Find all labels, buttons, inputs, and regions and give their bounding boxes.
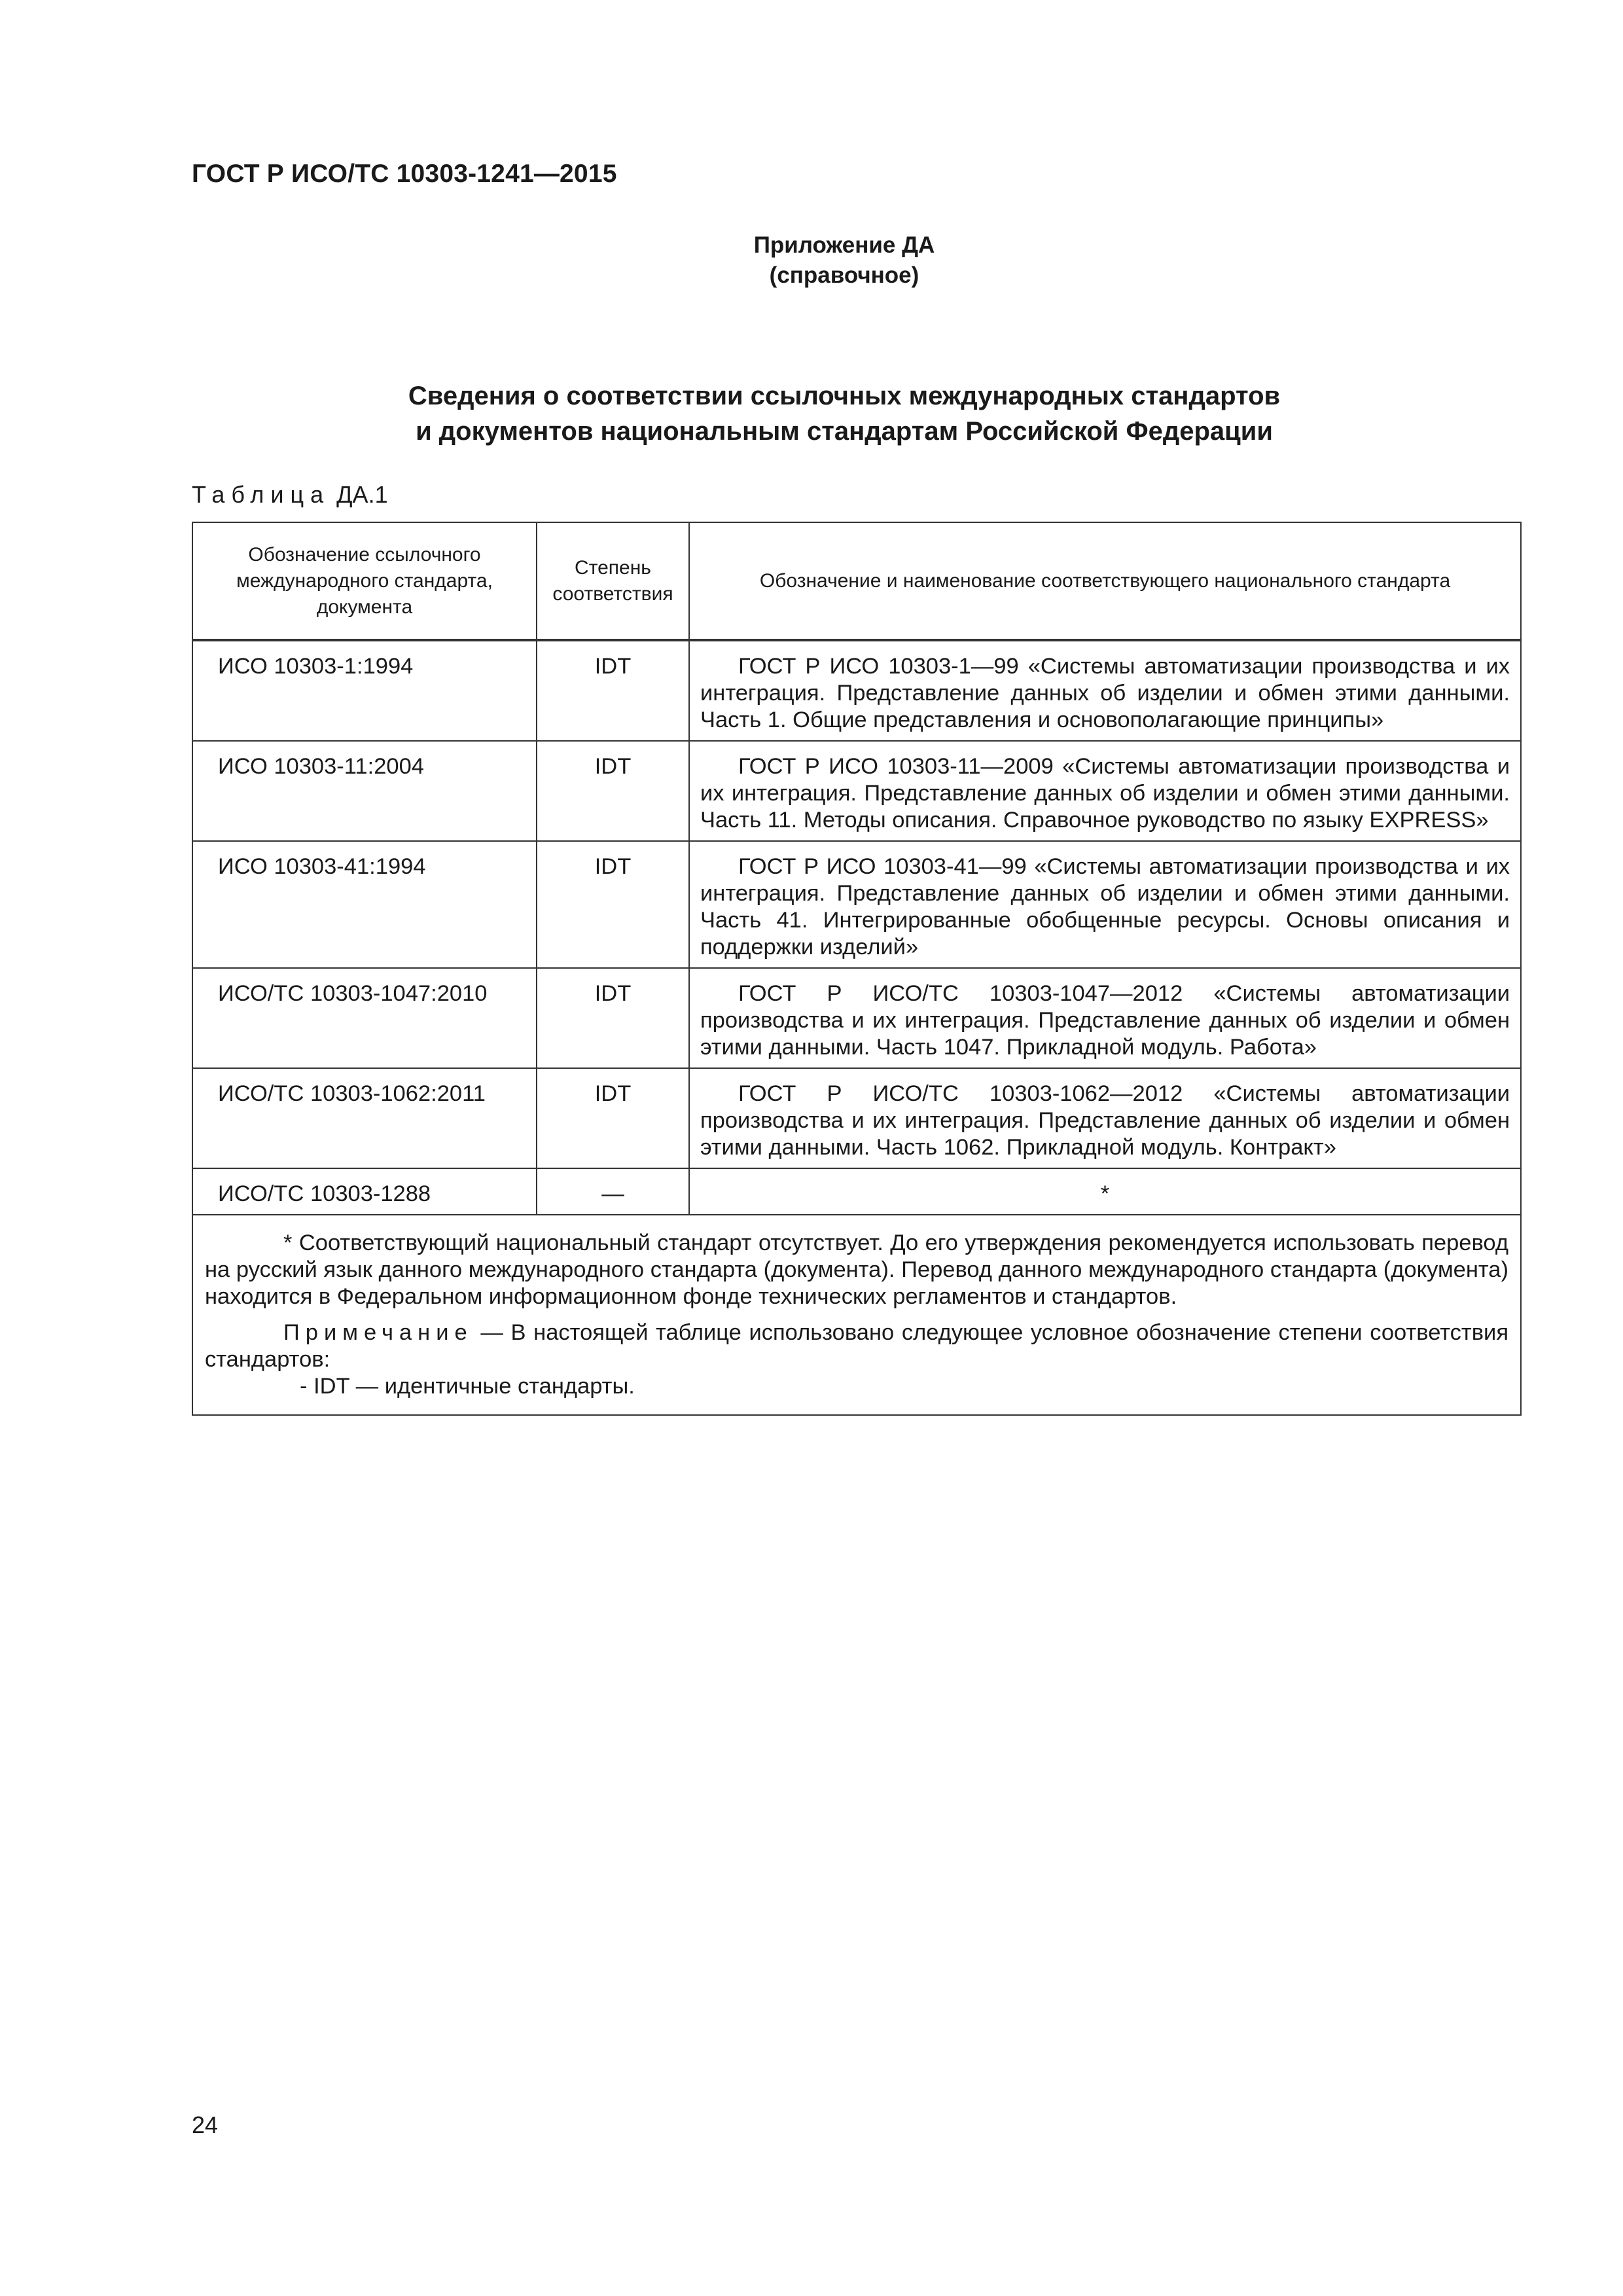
appendix-title: Приложение ДА (753, 232, 935, 258)
cell-degree: IDT (537, 741, 689, 841)
cell-national-text: ГОСТ Р ИСО/ТС 10303-1047—2012 «Системы автоматизации производства и их интеграция. Представление данных об изделии и обмен этими данными. Часть 1047. Прикладной модуль. Работа» (700, 981, 1510, 1060)
cell-national-text: ГОСТ Р ИСО 10303-11—2009 «Системы автоматизации производства и их интеграция. Представление данных об изделии и обмен этими данными. Часть 11. Методы описания. Справочное руководство по языку EXPRESS» (700, 754, 1510, 833)
table-row (192, 741, 1521, 841)
header-national-standard (689, 522, 1521, 640)
appendix-heading (654, 230, 1034, 291)
note-text: — В настоящей таблице использовано следующее условное обозначение степени соответствия стандартов: (205, 1320, 1508, 1372)
header-col1-text: Обозначение ссылочного международного стандарта, документа (236, 543, 493, 618)
note-paragraph (205, 1319, 1508, 1373)
footnote-text: * Соответствующий национальный стандарт отсутствует. До его утверждения рекомендуется использовать перевод на русский язык данного международного стандарта (документа). Перевод данного международного стандарта (документа) находится в Федеральном информационном фонде технических регламентов и стандартов. (205, 1230, 1508, 1309)
page-number: 24 (192, 2111, 219, 2138)
header-degree (537, 522, 689, 640)
section-title-line1: Сведения о соответствии ссылочных международных стандартов (408, 382, 1281, 410)
cell-national (689, 741, 1521, 841)
section-title-line2: и документов национальным стандартам Российской Федерации (416, 417, 1273, 446)
table-header-row (192, 522, 1521, 640)
table-footnote-row (192, 1215, 1521, 1415)
table-caption-label: Таблица (192, 481, 330, 508)
cell-international: ИСО 10303-41:1994 (192, 841, 537, 968)
table-row (192, 841, 1521, 968)
cell-national (689, 968, 1521, 1068)
cell-international: ИСО 10303-1:1994 (192, 640, 537, 741)
table-row (192, 1168, 1521, 1215)
table-caption (192, 481, 388, 509)
cell-national (689, 640, 1521, 741)
cell-national-text: ГОСТ Р ИСО 10303-1—99 «Системы автоматизации производства и их интеграция. Представление данных об изделии и обмен этими данными. Часть 1. Общие представления и основополагающие принципы» (700, 654, 1510, 732)
cell-international: ИСО 10303-11:2004 (192, 741, 537, 841)
cell-degree: IDT (537, 968, 689, 1068)
table-row (192, 1068, 1521, 1168)
cell-degree: IDT (537, 640, 689, 741)
correspondence-table (192, 522, 1522, 1416)
table-row (192, 640, 1521, 741)
cell-international: ИСО/ТС 10303-1288 (192, 1168, 537, 1215)
cell-international: ИСО/ТС 10303-1047:2010 (192, 968, 537, 1068)
cell-degree: — (537, 1168, 689, 1215)
cell-international: ИСО/ТС 10303-1062:2011 (192, 1068, 537, 1168)
cell-national (689, 841, 1521, 968)
table-row (192, 968, 1521, 1068)
cell-degree: IDT (537, 1068, 689, 1168)
table-footnote-cell (192, 1215, 1521, 1415)
note-label: Примечание (283, 1320, 473, 1345)
cell-degree: IDT (537, 841, 689, 968)
cell-national-text: ГОСТ Р ИСО/ТС 10303-1062—2012 «Системы автоматизации производства и их интеграция. Представление данных об изделии и обмен этими данными. Часть 1062. Прикладной модуль. Контракт» (700, 1081, 1510, 1160)
cell-national: * (689, 1168, 1521, 1215)
section-title (327, 378, 1361, 449)
header-col3-text: Обозначение и наименование соответствующего национального стандарта (759, 569, 1451, 592)
header-col2-text: Степень соответствия (552, 556, 673, 605)
note-item: - IDT — идентичные стандарты. (300, 1374, 635, 1399)
document-code: ГОСТ Р ИСО/ТС 10303-1241—2015 (192, 160, 617, 188)
cell-national-text: ГОСТ Р ИСО 10303-41—99 «Системы автоматизации производства и их интеграция. Представление данных об изделии и обмен этими данными. Часть 41. Интегрированные обобщенные ресурсы. Основы описания и поддержки изделий» (700, 854, 1510, 960)
appendix-subtitle: (справочное) (769, 262, 919, 288)
header-international-standard (192, 522, 537, 640)
table-caption-number: ДА.1 (336, 481, 388, 508)
cell-national (689, 1068, 1521, 1168)
